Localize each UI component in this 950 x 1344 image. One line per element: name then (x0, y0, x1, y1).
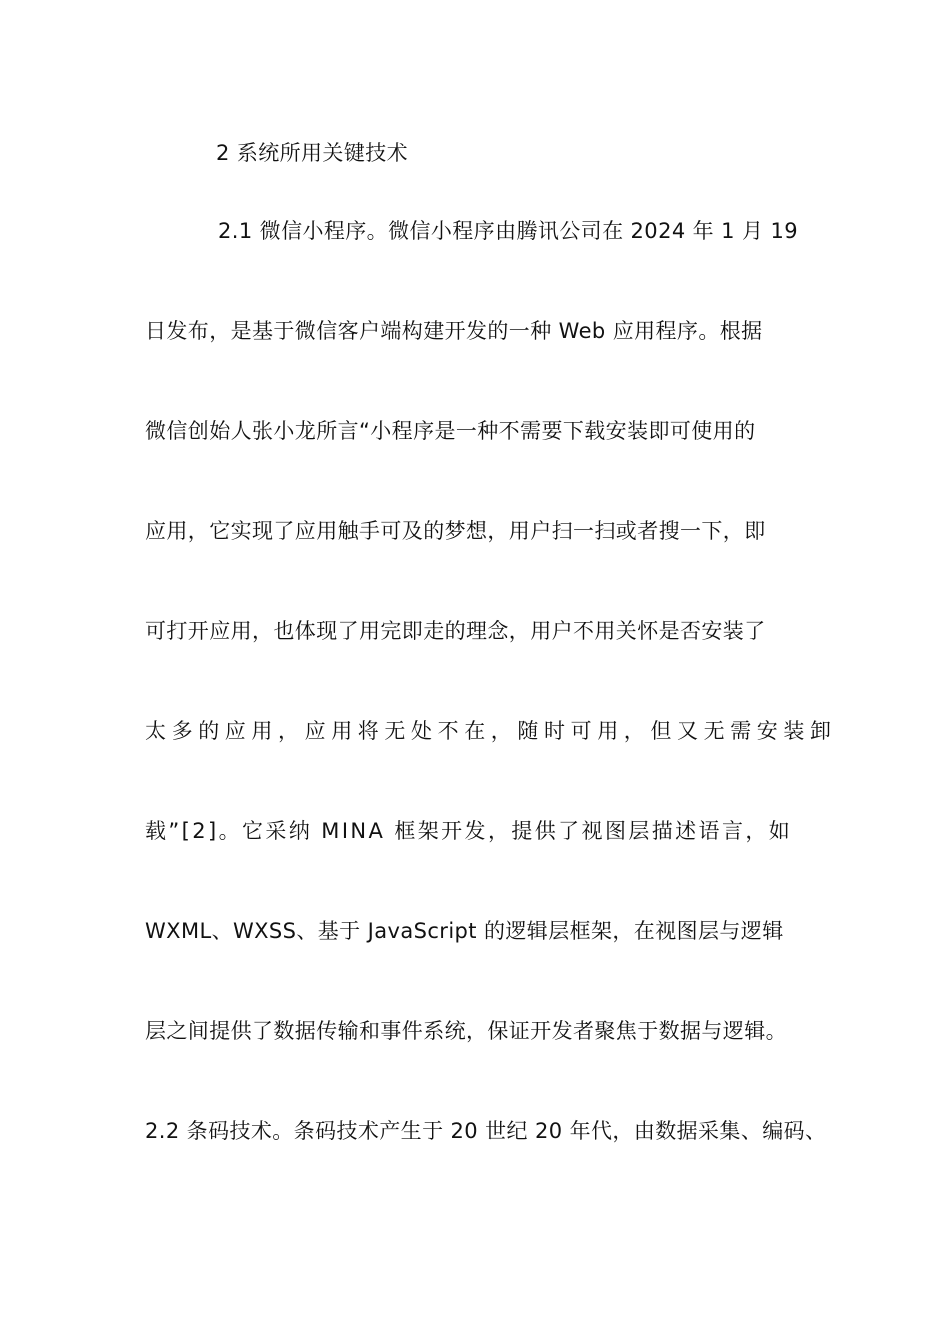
paragraph-line-4: 应用，它实现了应用触手可及的梦想，用户扫一扫或者搜一下，即 (145, 519, 766, 543)
paragraph-line-2: 日发布，是基于微信客户端构建开发的一种 Web 应用程序。根据 (145, 319, 763, 343)
paragraph-line-5: 可打开应用，也体现了用完即走的理念，用户不用关怀是否安装了 (145, 619, 766, 643)
paragraph-line-8: WXML、WXSS、基于 JavaScript 的逻辑层框架，在视图层与逻辑 (145, 919, 784, 943)
paragraph-line-9: 层之间提供了数据传输和事件系统，保证开发者聚焦于数据与逻辑。 (145, 1019, 787, 1043)
paragraph-line-7: 载”[2]。它采纳 MINA 框架开发，提供了视图层描述语言，如 (145, 819, 793, 843)
paragraph-line-6: 太多的应用，应用将无处不在，随时可用，但又无需安装卸 (145, 719, 837, 743)
paragraph-line-3: 微信创始人张小龙所言“小程序是一种不需要下载安装即可使用的 (145, 419, 756, 443)
section-heading: 2 系统所用关键技术 (216, 141, 409, 165)
paragraph-line-10: 2.2 条码技术。条码技术产生于 20 世纪 20 年代，由数据采集、编码、 (145, 1119, 827, 1143)
paragraph-line-1: 2.1 微信小程序。微信小程序由腾讯公司在 2024 年 1 月 19 (218, 219, 798, 243)
